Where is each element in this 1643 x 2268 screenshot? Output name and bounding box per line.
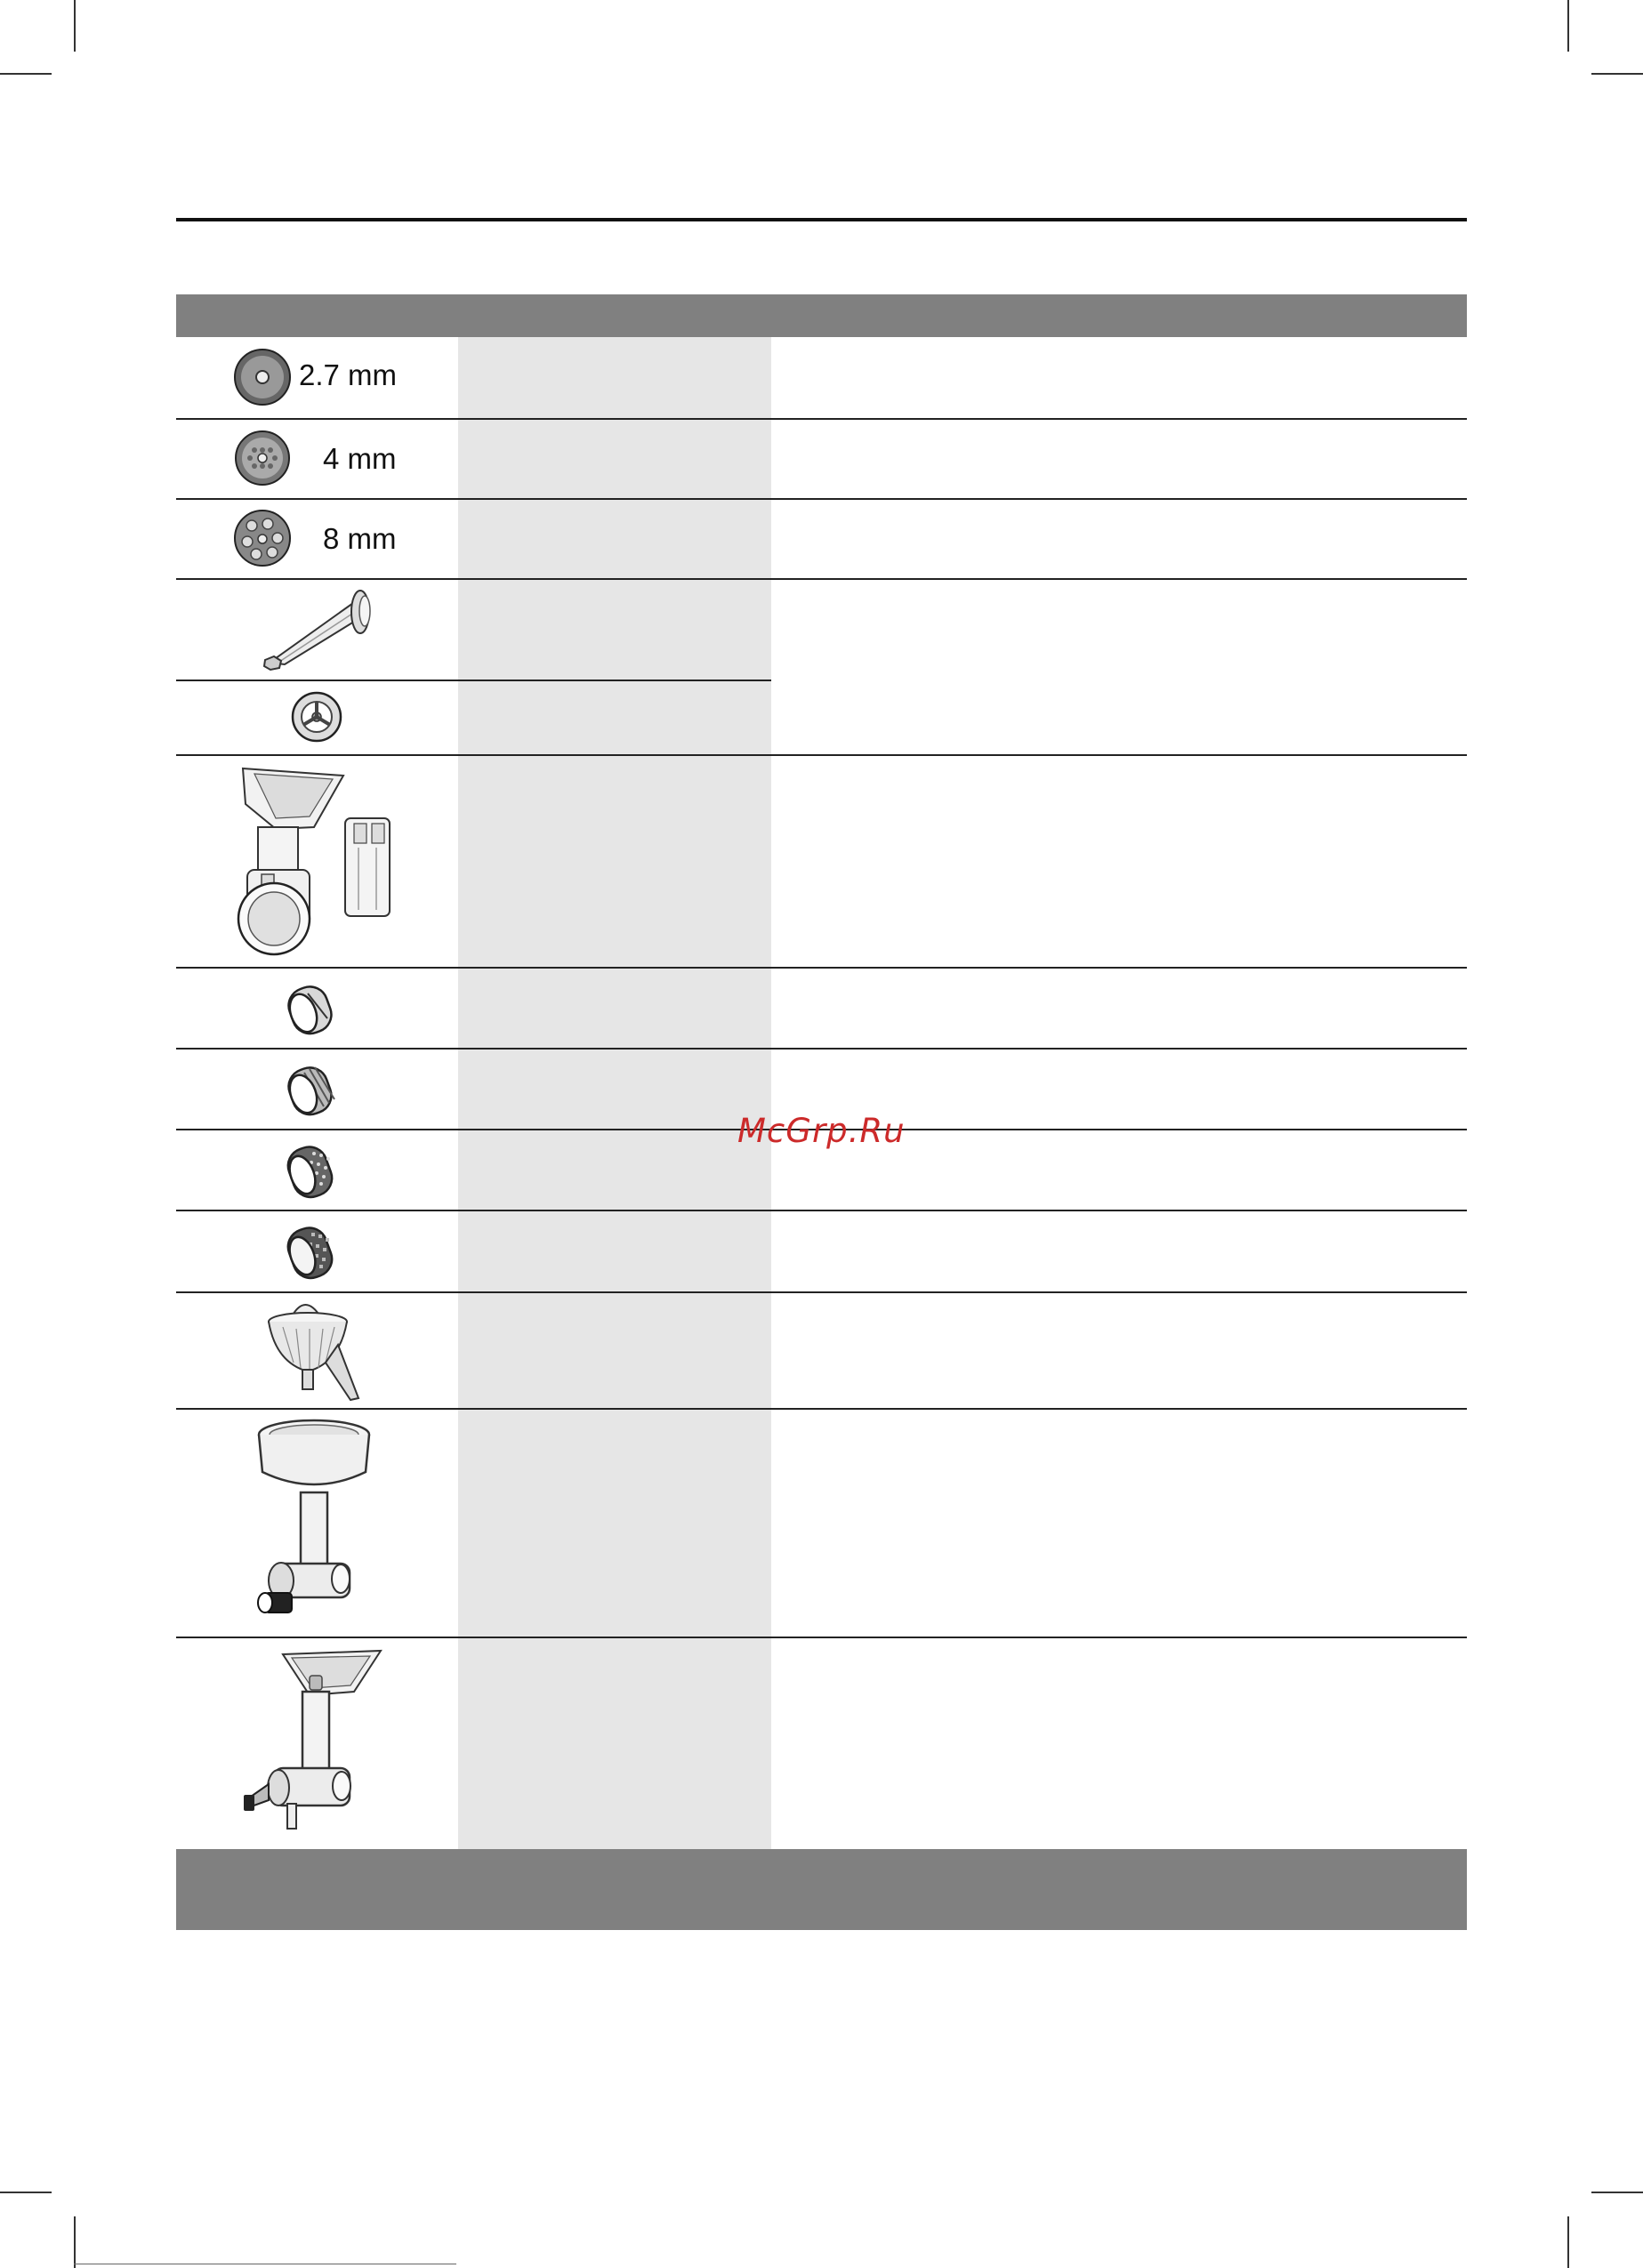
table-row: [176, 680, 458, 754]
disc-size-label: 4 mm: [323, 442, 397, 475]
crop-mark: [74, 2216, 76, 2268]
table-row: [176, 1129, 458, 1210]
watermark-text: McGrp.Ru: [737, 1112, 906, 1150]
crop-mark: [74, 0, 76, 52]
table-row: [176, 337, 458, 418]
table-grey-column: [458, 337, 771, 1849]
crop-mark: [1591, 73, 1643, 75]
table-row: [176, 1210, 458, 1291]
table-row: [176, 754, 458, 967]
mincer-attachment-icon: [176, 1637, 458, 1849]
crop-mark: [1567, 2216, 1569, 2268]
slicing-drum-icon: [176, 967, 458, 1048]
disc-size-label: 8 mm: [323, 522, 397, 555]
table-row: [176, 1048, 458, 1129]
table-row: [176, 1637, 458, 1849]
table-row: [176, 578, 458, 680]
crop-mark: [1567, 0, 1569, 52]
table-row: [176, 498, 458, 578]
spacer-ring-icon: [176, 680, 458, 754]
table-header-bar: [176, 294, 1467, 337]
sausage-filler-nozzle-icon: [176, 578, 458, 680]
table-footer-bar: [176, 1849, 1467, 1930]
table-row: [176, 967, 458, 1048]
citrus-press-icon: [176, 1291, 458, 1408]
drum-shredder-attachment-icon: [176, 754, 458, 967]
grating-drum-fine-icon: [176, 1129, 458, 1210]
fruit-press-attachment-icon: [176, 1408, 458, 1637]
table-row: [176, 1408, 458, 1637]
disc-size-label: 2.7 mm: [299, 358, 398, 391]
crop-mark: [0, 2192, 52, 2193]
shredding-drum-coarse-icon: [176, 1048, 458, 1129]
top-rule: [176, 218, 1467, 221]
crop-mark: [0, 73, 52, 75]
perforated-disc-coarse-icon: [176, 498, 458, 578]
table-row: [176, 1291, 458, 1408]
crop-mark: [1591, 2192, 1643, 2193]
grating-drum-potato-icon: [176, 1210, 458, 1291]
table-row: [176, 418, 458, 498]
perforated-disc-medium-icon: [176, 418, 458, 498]
